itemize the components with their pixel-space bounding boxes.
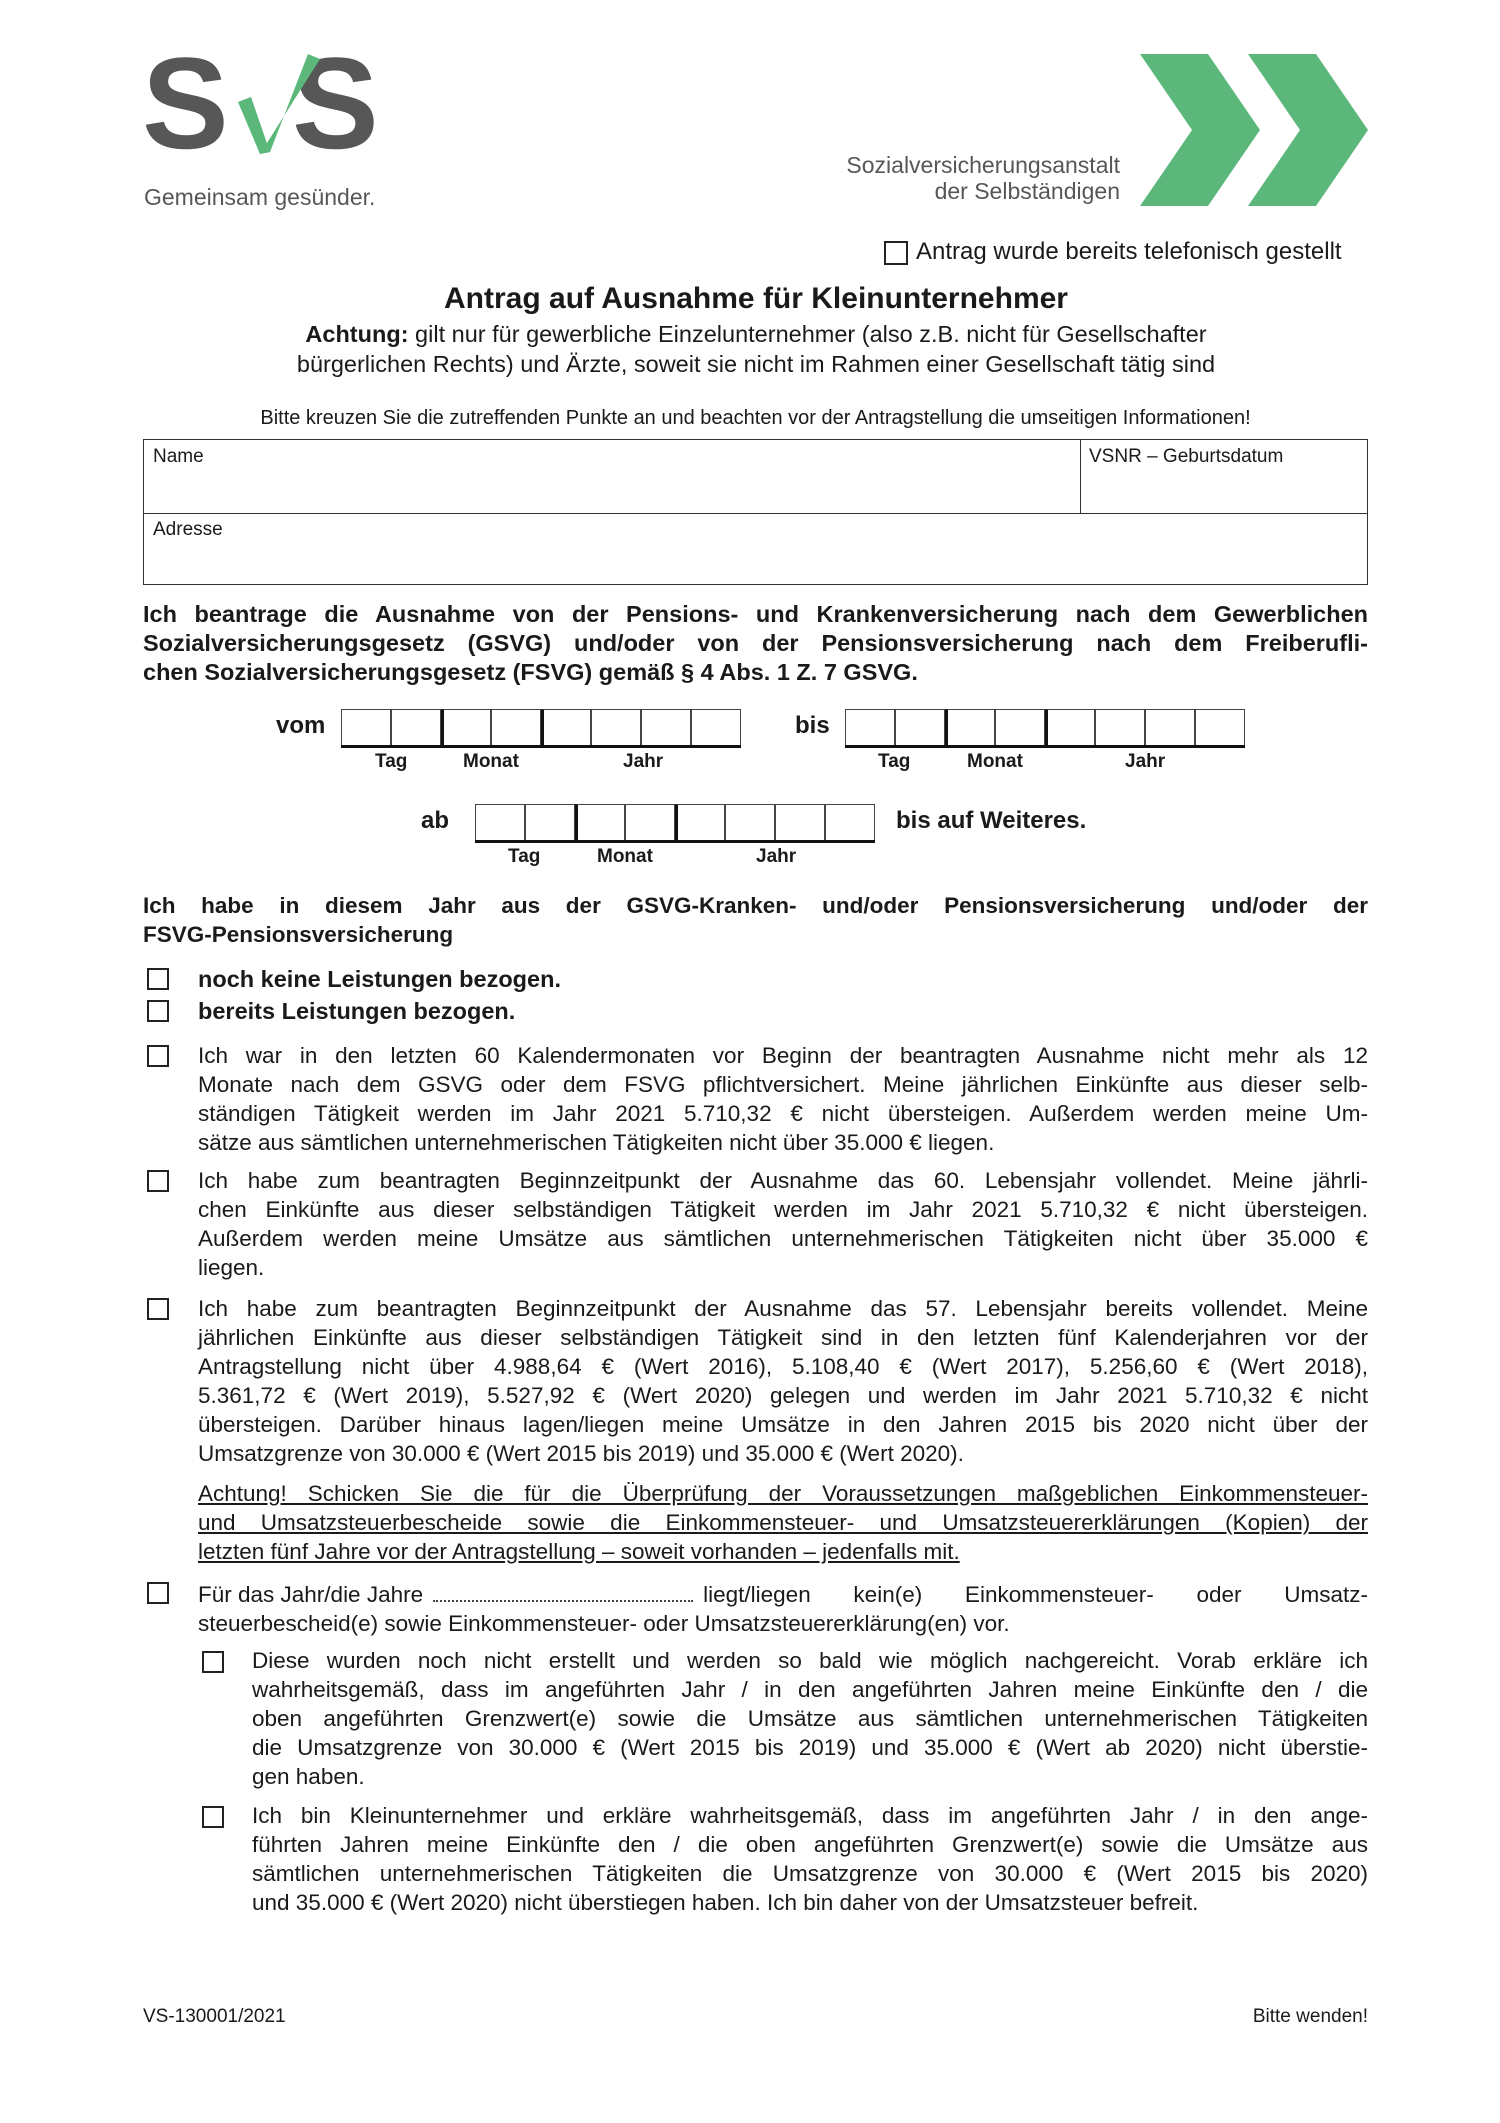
vom-date-input[interactable]	[341, 709, 741, 748]
text-line: Ich habe in diesem Jahr aus der GSVG-Kranken- und/oder Pensionsversicherung und/oder der	[143, 893, 1368, 918]
chevrons-logo-icon	[1140, 54, 1372, 206]
org-name-line1: Sozialversicherungsanstalt	[846, 152, 1120, 178]
option-60-months-checkbox[interactable]	[147, 1045, 169, 1067]
org-name	[780, 152, 1120, 204]
text-line: führten Jahren meine Einkünfte den / die oben angeführten Grenzwert(e) sowie die Umsätze aus	[252, 1832, 1368, 1857]
text-line: letzten fünf Jahre vor der Antragstellung – soweit vorhanden – jedenfalls mit.	[198, 1539, 960, 1564]
text-line: Sozialversicherungsgesetz (GSVG) und/oder von der Pensionsversicherung nach dem Freiberufli-	[143, 630, 1368, 656]
text-line: liegen.	[198, 1255, 265, 1280]
option-age-57-checkbox[interactable]	[147, 1298, 169, 1320]
vom-label: vom	[276, 712, 326, 739]
text-line: ständigen Tätigkeit werden im Jahr 2021 5.710,32 € nicht übersteigen. Außerdem werden meine Um-	[198, 1101, 1368, 1126]
vom-jahr-label: Jahr	[623, 751, 664, 772]
text-line: Ich beantrage die Ausnahme von der Pensions- und Krankenversicherung nach dem Gewerblichen	[143, 601, 1368, 627]
bis-date-input[interactable]	[845, 709, 1245, 748]
text-line: gen haben.	[252, 1764, 365, 1789]
text-line: und Umsatzsteuerbescheide sowie die Einkommensteuer- und Umsatzsteuererklärungen (Kopien) der	[198, 1510, 1368, 1535]
turn-over-note: Bitte wenden!	[1252, 2006, 1368, 2027]
benefits-received-checkbox[interactable]	[147, 1000, 169, 1022]
small-business-checkbox[interactable]	[202, 1806, 224, 1828]
name-label: Name	[153, 446, 204, 467]
benefits-intro	[143, 891, 1368, 949]
small-business-text	[252, 1801, 1368, 1917]
text-line: Antragstellung nicht über 4.988,64 € (Wert 2016), 5.108,40 € (Wert 2017), 5.256,60 € (Wert 2018),	[198, 1354, 1368, 1379]
text-line: Außerdem werden meine Umsätze aus sämtlichen unternehmerischen Tätigkeiten nicht über 35.000 €	[198, 1226, 1368, 1251]
phone-request-checkbox[interactable]	[884, 241, 908, 265]
svg-text:S: S	[142, 50, 229, 176]
year-pre-label: Für das Jahr/die Jahre	[198, 1582, 424, 1607]
svs-logo-graphic	[140, 50, 400, 176]
svs-logo	[140, 50, 400, 215]
ab-date-input[interactable]	[475, 804, 875, 843]
ab-monat-label: Monat	[597, 846, 653, 867]
text-line: Ich habe zum beantragten Beginnzeitpunkt der Ausnahme das 57. Lebensjahr bereits vollendet. Meine	[198, 1296, 1368, 1321]
benefits-received-label: bereits Leistungen bezogen.	[198, 998, 516, 1024]
instruction: Bitte kreuzen Sie die zutreffenden Punkte an und beachten vor der Antragstellung die umseitigen Informationen!	[260, 407, 1251, 429]
text-line: Ich habe zum beantragten Beginnzeitpunkt der Ausnahme das 60. Lebensjahr vollendet. Meine jährli-	[198, 1168, 1368, 1193]
year-input[interactable]	[433, 1578, 693, 1602]
vom-tag-label: Tag	[375, 751, 408, 772]
text-line: Monate nach dem GSVG oder dem FSVG pflichtversichert. Meine jährlichen Einkünfte aus dieser selb-	[198, 1072, 1368, 1097]
text-line: die Umsatzgrenze von 30.000 € (Wert 2015 bis 2019) und 35.000 € (Wert ab 2020) nicht überstie-	[252, 1735, 1368, 1760]
text-line: wahrheitsgemäß, dass im angeführten Jahr / in den angeführten Jahren meine Einkünfte den / die	[252, 1677, 1368, 1702]
svg-text:S: S	[292, 50, 379, 176]
text-line: Achtung! Schicken Sie die für die Überprüfung der Voraussetzungen maßgeblichen Einkommensteuer-	[198, 1481, 1368, 1506]
no-tax-notice-line2: steuerbescheid(e) sowie Einkommensteuer- oder Umsatzsteuererklärung(en) vor.	[198, 1611, 1010, 1636]
org-name-line2: der Selbständigen	[934, 178, 1120, 204]
text-line: chen Sozialversicherungsgesetz (FSVG) gemäß § 4 Abs. 1 Z. 7 GSVG.	[143, 659, 918, 685]
no-benefits-checkbox[interactable]	[147, 968, 169, 990]
bis-tag-label: Tag	[878, 751, 911, 772]
notice-line1: gilt nur für gewerbliche Einzelunternehmer (also z.B. nicht für Gesellschafter	[408, 321, 1207, 347]
page-title: Antrag auf Ausnahme für Kleinunternehmer	[444, 282, 1068, 315]
bis-jahr-label: Jahr	[1125, 751, 1166, 772]
text-line: sämtlichen unternehmerischen Tätigkeiten die Umsatzgrenze von 30.000 € (Wert 2015 bis 2020)	[252, 1861, 1368, 1886]
text-line: und 35.000 € (Wert 2020) nicht überstiegen haben. Ich bin daher von der Umsatzsteuer befreit.	[252, 1890, 1199, 1915]
request-paragraph	[143, 600, 1368, 687]
submit-later-checkbox[interactable]	[202, 1651, 224, 1673]
personal-data-table	[143, 439, 1368, 585]
address-label: Adresse	[153, 519, 223, 540]
text-line: 5.361,72 € (Wert 2019), 5.527,92 € (Wert 2020) gelegen und werden im Jahr 2021 5.710,32 € nicht	[198, 1383, 1368, 1408]
until-further-label: bis auf Weiteres.	[896, 807, 1087, 834]
text-line: Diese wurden noch nicht erstellt und werden so bald wie möglich nachgereicht. Vorab erkläre ich	[252, 1648, 1368, 1673]
text-line: Ich bin Kleinunternehmer und erkläre wahrheitsgemäß, dass im angeführten Jahr / in den ange-	[252, 1803, 1368, 1828]
text-line: Umsatzgrenze von 30.000 € (Wert 2015 bis 2019) und 35.000 € (Wert 2020).	[198, 1441, 964, 1466]
logo-tagline: Gemeinsam gesünder.	[144, 184, 376, 210]
text-line: übersteigen. Darüber hinaus lagen/liegen meine Umsätze in den Jahren 2015 bis 2020 nicht über der	[198, 1412, 1368, 1437]
option-age-57-text	[198, 1294, 1368, 1468]
vom-monat-label: Monat	[463, 751, 519, 772]
text-line: chen Einkünfte aus dieser selbständigen Tätigkeit werden im Jahr 2021 5.710,32 € nicht übersteigen.	[198, 1197, 1368, 1222]
submit-later-text	[252, 1646, 1368, 1791]
option-age-60-checkbox[interactable]	[147, 1170, 169, 1192]
notice	[0, 319, 1500, 379]
ab-jahr-label: Jahr	[756, 846, 797, 867]
no-tax-notice-text	[198, 1578, 1368, 1638]
text-line: Ich war in den letzten 60 Kalendermonaten vor Beginn der beantragten Ausnahme nicht mehr als 12	[198, 1043, 1368, 1068]
ab-tag-label: Tag	[508, 846, 541, 867]
option-60-months-text	[198, 1041, 1368, 1157]
text-line: FSVG-Pensionsversicherung	[143, 922, 454, 947]
ab-label: ab	[421, 807, 450, 834]
option-age-60-text	[198, 1166, 1368, 1282]
year-post-label: liegt/liegen kein(e) Einkommensteuer- oder Umsatz-	[703, 1582, 1368, 1607]
bis-label: bis	[795, 712, 830, 739]
text-line: jährlichen Einkünfte aus dieser selbständigen Tätigkeit sind in den letzten fünf Kalenderjahren vor der	[198, 1325, 1368, 1350]
no-benefits-label: noch keine Leistungen bezogen.	[198, 966, 561, 992]
documents-warning	[198, 1479, 1368, 1566]
notice-line2: bürgerlichen Rechts) und Ärzte, soweit sie nicht im Rahmen einer Gesellschaft tätig sind	[296, 351, 1216, 377]
no-tax-notice-checkbox[interactable]	[147, 1582, 169, 1604]
name-field[interactable]	[144, 440, 1081, 514]
text-line: sätze aus sämtlichen unternehmerischen Tätigkeiten nicht über 35.000 € liegen.	[198, 1130, 995, 1155]
text-line: oben angeführten Grenzwert(e) sowie die Umsätze aus sämtlichen unternehmerischen Tätigkeiten	[252, 1706, 1368, 1731]
phone-request-label: Antrag wurde bereits telefonisch gestellt	[916, 238, 1342, 265]
address-field[interactable]	[144, 514, 1366, 584]
notice-label: Achtung:	[305, 321, 409, 347]
vsnr-label: VSNR – Geburtsdatum	[1089, 446, 1284, 467]
form-id: VS-130001/2021	[143, 2006, 286, 2027]
vsnr-field[interactable]	[1081, 440, 1367, 514]
bis-monat-label: Monat	[967, 751, 1023, 772]
